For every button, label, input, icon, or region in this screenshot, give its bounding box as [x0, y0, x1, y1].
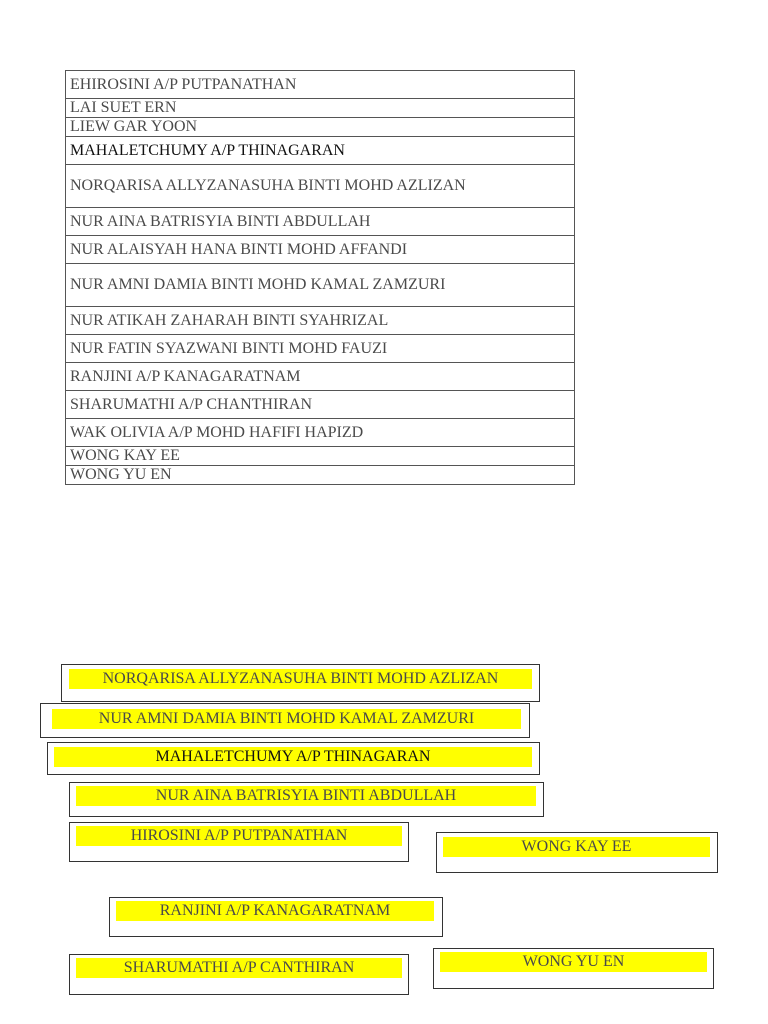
table-row [66, 391, 575, 419]
table-cell: RANJINI A/P KANAGARATNAM [66, 363, 575, 391]
table-cell: LAI SUET ERN [66, 99, 575, 118]
table-row [66, 466, 575, 485]
table-row [66, 208, 575, 236]
table-cell: NUR ATIKAH ZAHARAH BINTI SYAHRIZAL [66, 307, 575, 335]
table-cell: WAK OLIVIA A/P MOHD HAFIFI HAPIZD [66, 419, 575, 447]
table-cell: LIEW GAR YOON [66, 118, 575, 137]
table-row [66, 307, 575, 335]
table-row [66, 137, 575, 165]
table-row [66, 118, 575, 137]
name-tag-label: WONG YU EN [440, 952, 707, 972]
name-tag-label: RANJINI A/P KANAGARATNAM [116, 901, 434, 921]
table-cell: WONG KAY EE [66, 447, 575, 466]
name-tag [109, 897, 443, 937]
table-row [66, 335, 575, 363]
name-tag-label: SHARUMATHI A/P CANTHIRAN [76, 958, 402, 978]
name-tag [40, 703, 530, 738]
table-row [66, 165, 575, 208]
name-list-table [65, 70, 575, 485]
name-tag-label: WONG KAY EE [443, 837, 710, 857]
table-row [66, 264, 575, 307]
name-tag [436, 832, 718, 873]
name-tag [47, 742, 540, 775]
table-row [66, 363, 575, 391]
name-tag-label: NORQARISA ALLYZANASUHA BINTI MOHD AZLIZAN [69, 669, 532, 689]
table-cell: EHIROSINI A/P PUTPANATHAN [66, 71, 575, 99]
name-tag [69, 954, 409, 995]
table-row [66, 71, 575, 99]
table-row [66, 419, 575, 447]
table-cell: WONG YU EN [66, 466, 575, 485]
table-row [66, 236, 575, 264]
name-tag-label: MAHALETCHUMY A/P THINAGARAN [54, 747, 532, 767]
table-cell: SHARUMATHI A/P CHANTHIRAN [66, 391, 575, 419]
table-cell: NUR AMNI DAMIA BINTI MOHD KAMAL ZAMZURI [66, 264, 575, 307]
name-tag [69, 782, 544, 817]
name-tag [69, 822, 409, 862]
table-row [66, 99, 575, 118]
table-row [66, 447, 575, 466]
table-cell: MAHALETCHUMY A/P THINAGARAN [66, 137, 575, 165]
name-tag-label: NUR AMNI DAMIA BINTI MOHD KAMAL ZAMZURI [52, 709, 521, 729]
table-cell: NUR FATIN SYAZWANI BINTI MOHD FAUZI [66, 335, 575, 363]
name-tag [61, 664, 540, 702]
name-tag-label: HIROSINI A/P PUTPANATHAN [76, 826, 402, 846]
name-tag-label: NUR AINA BATRISYIA BINTI ABDULLAH [76, 786, 536, 806]
table-cell: NUR ALAISYAH HANA BINTI MOHD AFFANDI [66, 236, 575, 264]
table-cell: NORQARISA ALLYZANASUHA BINTI MOHD AZLIZAN [66, 165, 575, 208]
name-tag [433, 948, 714, 989]
table-cell: NUR AINA BATRISYIA BINTI ABDULLAH [66, 208, 575, 236]
